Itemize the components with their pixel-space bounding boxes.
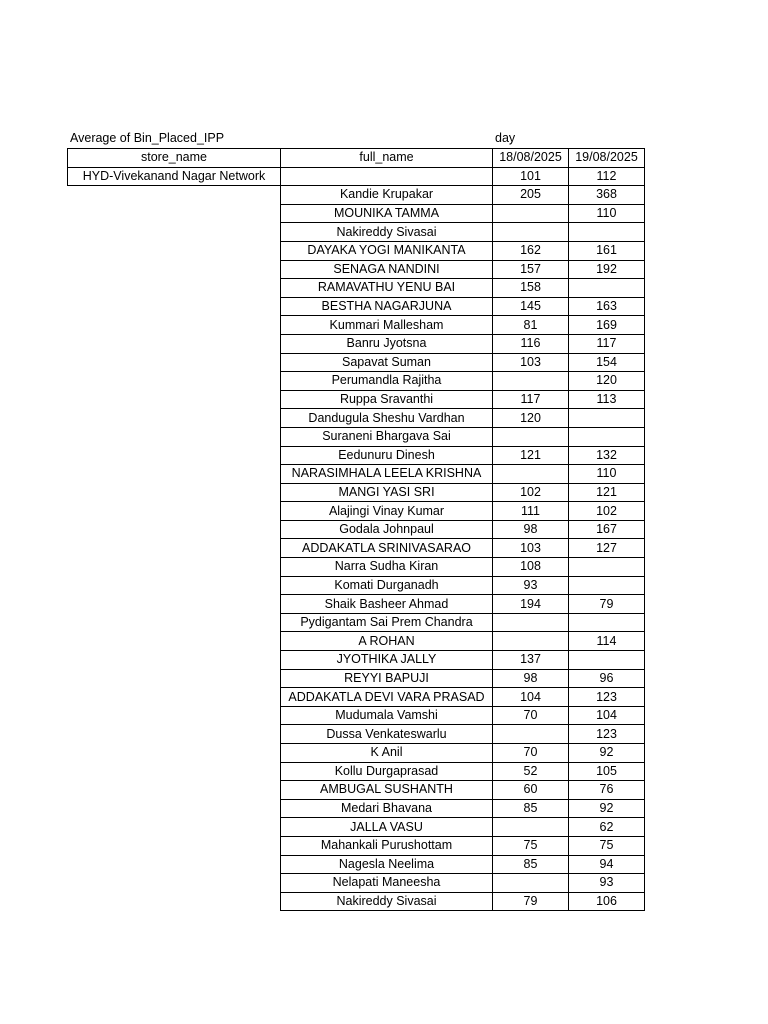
full-name-cell[interactable]: K Anil [281,744,493,763]
store-name-blank-cell [68,446,281,465]
day-1-value-cell[interactable]: 108 [493,558,569,577]
store-full-name-cell[interactable] [281,167,493,186]
full-name-cell[interactable]: MANGI YASI SRI [281,483,493,502]
day-1-value-cell[interactable]: 102 [493,483,569,502]
day-1-value-cell[interactable]: 60 [493,781,569,800]
full-name-cell[interactable]: Sapavat Suman [281,353,493,372]
header-row [68,149,645,168]
day-2-value-cell[interactable] [569,558,645,577]
day-1-value-cell[interactable]: 158 [493,279,569,298]
full-name-cell[interactable]: Kollu Durgaprasad [281,762,493,781]
day-1-value-cell[interactable] [493,632,569,651]
day-2-value-cell[interactable] [569,651,645,670]
store-name-blank-cell [68,558,281,577]
table-row [68,372,645,391]
day-2-value-cell[interactable] [569,576,645,595]
day-1-value-cell[interactable] [493,874,569,893]
day-1-value-cell[interactable]: 70 [493,744,569,763]
day-1-value-cell[interactable] [493,465,569,484]
full-name-cell[interactable]: Perumandla Rajitha [281,372,493,391]
table-row [68,334,645,353]
day-2-value-cell[interactable]: 93 [569,874,645,893]
day-2-value-cell[interactable]: 127 [569,539,645,558]
table-row [68,855,645,874]
table-row [68,223,645,242]
store-name-blank-cell [68,762,281,781]
full-name-cell[interactable]: Alajingi Vinay Kumar [281,502,493,521]
day-2-value-cell[interactable]: 154 [569,353,645,372]
day-2-value-cell[interactable]: 105 [569,762,645,781]
store-name-blank-cell [68,595,281,614]
full-name-cell[interactable]: Ruppa Sravanthi [281,390,493,409]
table-row [68,297,645,316]
day-2-value-cell[interactable]: 161 [569,241,645,260]
store-name-blank-cell [68,781,281,800]
full-name-cell[interactable]: Suraneni Bhargava Sai [281,427,493,446]
day-2-value-cell[interactable]: 121 [569,483,645,502]
header-day-1[interactable]: 18/08/2025 [493,149,569,168]
table-row [68,613,645,632]
full-name-cell[interactable]: Eedunuru Dinesh [281,446,493,465]
full-name-cell[interactable]: REYYI BAPUJI [281,669,493,688]
full-name-cell[interactable]: Shaik Basheer Ahmad [281,595,493,614]
full-name-cell[interactable]: A ROHAN [281,632,493,651]
full-name-cell[interactable]: RAMAVATHU YENU BAI [281,279,493,298]
table-row [68,762,645,781]
full-name-cell[interactable]: ADDAKATLA DEVI VARA PRASAD [281,688,493,707]
day-1-value-cell[interactable]: 116 [493,334,569,353]
store-name-blank-cell [68,465,281,484]
store-name-blank-cell [68,316,281,335]
store-row [68,167,645,186]
store-name-blank-cell [68,613,281,632]
day-2-value-cell[interactable]: 169 [569,316,645,335]
day-1-value-cell[interactable]: 205 [493,186,569,205]
store-name-blank-cell [68,223,281,242]
pivot-table [67,148,645,911]
table-row [68,818,645,837]
day-1-value-cell[interactable]: 157 [493,260,569,279]
day-2-value-cell[interactable]: 94 [569,855,645,874]
store-day-2-cell[interactable]: 112 [569,167,645,186]
day-1-value-cell[interactable]: 98 [493,669,569,688]
store-name-blank-cell [68,799,281,818]
day-2-value-cell[interactable]: 79 [569,595,645,614]
full-name-cell[interactable]: Kandie Krupakar [281,186,493,205]
full-name-cell[interactable]: Nakireddy Sivasai [281,892,493,911]
day-1-value-cell[interactable] [493,818,569,837]
full-name-cell[interactable]: Godala Johnpaul [281,520,493,539]
store-name-blank-cell [68,334,281,353]
full-name-cell[interactable]: Dussa Venkateswarlu [281,725,493,744]
day-2-value-cell[interactable]: 102 [569,502,645,521]
store-day-1-cell[interactable]: 101 [493,167,569,186]
day-2-value-cell[interactable] [569,613,645,632]
day-2-value-cell[interactable]: 96 [569,669,645,688]
table-row [68,483,645,502]
day-1-value-cell[interactable]: 75 [493,836,569,855]
full-name-cell[interactable]: JALLA VASU [281,818,493,837]
table-row [68,651,645,670]
day-1-value-cell[interactable]: 79 [493,892,569,911]
day-1-value-cell[interactable]: 104 [493,688,569,707]
store-name-blank-cell [68,725,281,744]
store-name-blank-cell [68,502,281,521]
store-name-blank-cell [68,353,281,372]
day-2-value-cell[interactable]: 76 [569,781,645,800]
table-row [68,781,645,800]
full-name-cell[interactable]: Mudumala Vamshi [281,706,493,725]
table-row [68,502,645,521]
table-row [68,576,645,595]
store-name-blank-cell [68,539,281,558]
store-name-blank-cell [68,409,281,428]
store-name-blank-cell [68,204,281,223]
full-name-cell[interactable]: Mahankali Purushottam [281,836,493,855]
store-name-blank-cell [68,520,281,539]
store-name-blank-cell [68,372,281,391]
day-1-value-cell[interactable]: 81 [493,316,569,335]
day-2-value-cell[interactable]: 163 [569,297,645,316]
store-name-blank-cell [68,706,281,725]
table-row [68,316,645,335]
store-name-blank-cell [68,688,281,707]
day-1-value-cell[interactable]: 120 [493,409,569,428]
day-1-value-cell[interactable]: 103 [493,539,569,558]
day-2-value-cell[interactable]: 120 [569,372,645,391]
store-name-blank-cell [68,632,281,651]
full-name-cell[interactable]: Narra Sudha Kiran [281,558,493,577]
table-row [68,688,645,707]
header-store-name[interactable]: store_name [68,149,281,168]
full-name-cell[interactable]: Medari Bhavana [281,799,493,818]
day-1-value-cell[interactable]: 70 [493,706,569,725]
table-row [68,799,645,818]
store-name-blank-cell [68,427,281,446]
day-1-value-cell[interactable]: 117 [493,390,569,409]
day-1-value-cell[interactable] [493,204,569,223]
full-name-cell[interactable]: Nagesla Neelima [281,855,493,874]
day-2-value-cell[interactable]: 113 [569,390,645,409]
day-2-value-cell[interactable]: 123 [569,725,645,744]
day-2-value-cell[interactable]: 114 [569,632,645,651]
full-name-cell[interactable]: MOUNIKA TAMMA [281,204,493,223]
day-2-value-cell[interactable] [569,279,645,298]
store-name-blank-cell [68,669,281,688]
store-name-blank-cell [68,855,281,874]
full-name-cell[interactable]: Banru Jyotsna [281,334,493,353]
full-name-cell[interactable]: JYOTHIKA JALLY [281,651,493,670]
table-row [68,892,645,911]
day-1-value-cell[interactable] [493,725,569,744]
table-row [68,260,645,279]
header-full-name[interactable]: full_name [281,149,493,168]
store-name-blank-cell [68,874,281,893]
day-2-value-cell[interactable] [569,223,645,242]
pivot-table-body [68,149,645,911]
day-2-value-cell[interactable]: 92 [569,744,645,763]
table-row [68,279,645,298]
day-1-value-cell[interactable]: 93 [493,576,569,595]
day-2-value-cell[interactable]: 62 [569,818,645,837]
full-name-cell[interactable]: Nelapati Maneesha [281,874,493,893]
day-2-value-cell[interactable]: 192 [569,260,645,279]
day-1-value-cell[interactable] [493,613,569,632]
full-name-cell[interactable]: SENAGA NANDINI [281,260,493,279]
day-1-value-cell[interactable]: 145 [493,297,569,316]
day-1-value-cell[interactable]: 103 [493,353,569,372]
table-row [68,204,645,223]
store-name-blank-cell [68,576,281,595]
table-row [68,409,645,428]
day-1-value-cell[interactable]: 85 [493,799,569,818]
day-1-value-cell[interactable]: 98 [493,520,569,539]
day-1-value-cell[interactable]: 111 [493,502,569,521]
full-name-cell[interactable]: Pydigantam Sai Prem Chandra [281,613,493,632]
day-1-value-cell[interactable]: 85 [493,855,569,874]
table-row [68,186,645,205]
table-row [68,465,645,484]
day-1-value-cell[interactable]: 137 [493,651,569,670]
day-1-value-cell[interactable]: 194 [493,595,569,614]
full-name-cell[interactable]: Kummari Mallesham [281,316,493,335]
store-name-blank-cell [68,260,281,279]
table-row [68,539,645,558]
day-2-value-cell[interactable] [569,409,645,428]
store-name-blank-cell [68,297,281,316]
store-name-blank-cell [68,186,281,205]
table-row [68,706,645,725]
full-name-cell[interactable]: Dandugula Sheshu Vardhan [281,409,493,428]
full-name-cell[interactable]: NARASIMHALA LEELA KRISHNA [281,465,493,484]
full-name-cell[interactable]: ADDAKATLA SRINIVASARAO [281,539,493,558]
day-2-value-cell[interactable]: 167 [569,520,645,539]
table-row [68,595,645,614]
values-field-label: Average of Bin_Placed_IPP [70,131,225,145]
store-name-cell[interactable]: HYD-Vivekanand Nagar Network [68,167,281,186]
table-row [68,632,645,651]
day-1-value-cell[interactable] [493,427,569,446]
table-row [68,725,645,744]
header-day-2[interactable]: 19/08/2025 [569,149,645,168]
day-2-value-cell[interactable]: 110 [569,204,645,223]
day-2-value-cell[interactable]: 123 [569,688,645,707]
table-row [68,390,645,409]
table-row [68,427,645,446]
store-name-blank-cell [68,818,281,837]
full-name-cell[interactable]: AMBUGAL SUSHANTH [281,781,493,800]
day-1-value-cell[interactable] [493,223,569,242]
table-row [68,353,645,372]
store-name-blank-cell [68,483,281,502]
table-row [68,744,645,763]
table-row [68,520,645,539]
day-1-value-cell[interactable]: 52 [493,762,569,781]
full-name-cell[interactable]: BESTHA NAGARJUNA [281,297,493,316]
table-row [68,836,645,855]
day-2-value-cell[interactable]: 106 [569,892,645,911]
store-name-blank-cell [68,279,281,298]
store-name-blank-cell [68,390,281,409]
day-1-value-cell[interactable]: 162 [493,241,569,260]
day-2-value-cell[interactable]: 117 [569,334,645,353]
day-1-value-cell[interactable] [493,372,569,391]
store-name-blank-cell [68,744,281,763]
store-name-blank-cell [68,836,281,855]
table-row [68,558,645,577]
full-name-cell[interactable]: DAYAKA YOGI MANIKANTA [281,241,493,260]
full-name-cell[interactable]: Komati Durganadh [281,576,493,595]
table-row [68,874,645,893]
day-1-value-cell[interactable]: 121 [493,446,569,465]
day-2-value-cell[interactable]: 75 [569,836,645,855]
day-2-value-cell[interactable]: 92 [569,799,645,818]
table-row [68,446,645,465]
day-2-value-cell[interactable]: 132 [569,446,645,465]
table-row [68,241,645,260]
day-2-value-cell[interactable] [569,427,645,446]
day-2-value-cell[interactable]: 110 [569,465,645,484]
day-2-value-cell[interactable]: 104 [569,706,645,725]
full-name-cell[interactable]: Nakireddy Sivasai [281,223,493,242]
store-name-blank-cell [68,651,281,670]
store-name-blank-cell [68,241,281,260]
day-2-value-cell[interactable]: 368 [569,186,645,205]
store-name-blank-cell [68,892,281,911]
column-field-label: day [495,131,516,145]
table-row [68,669,645,688]
